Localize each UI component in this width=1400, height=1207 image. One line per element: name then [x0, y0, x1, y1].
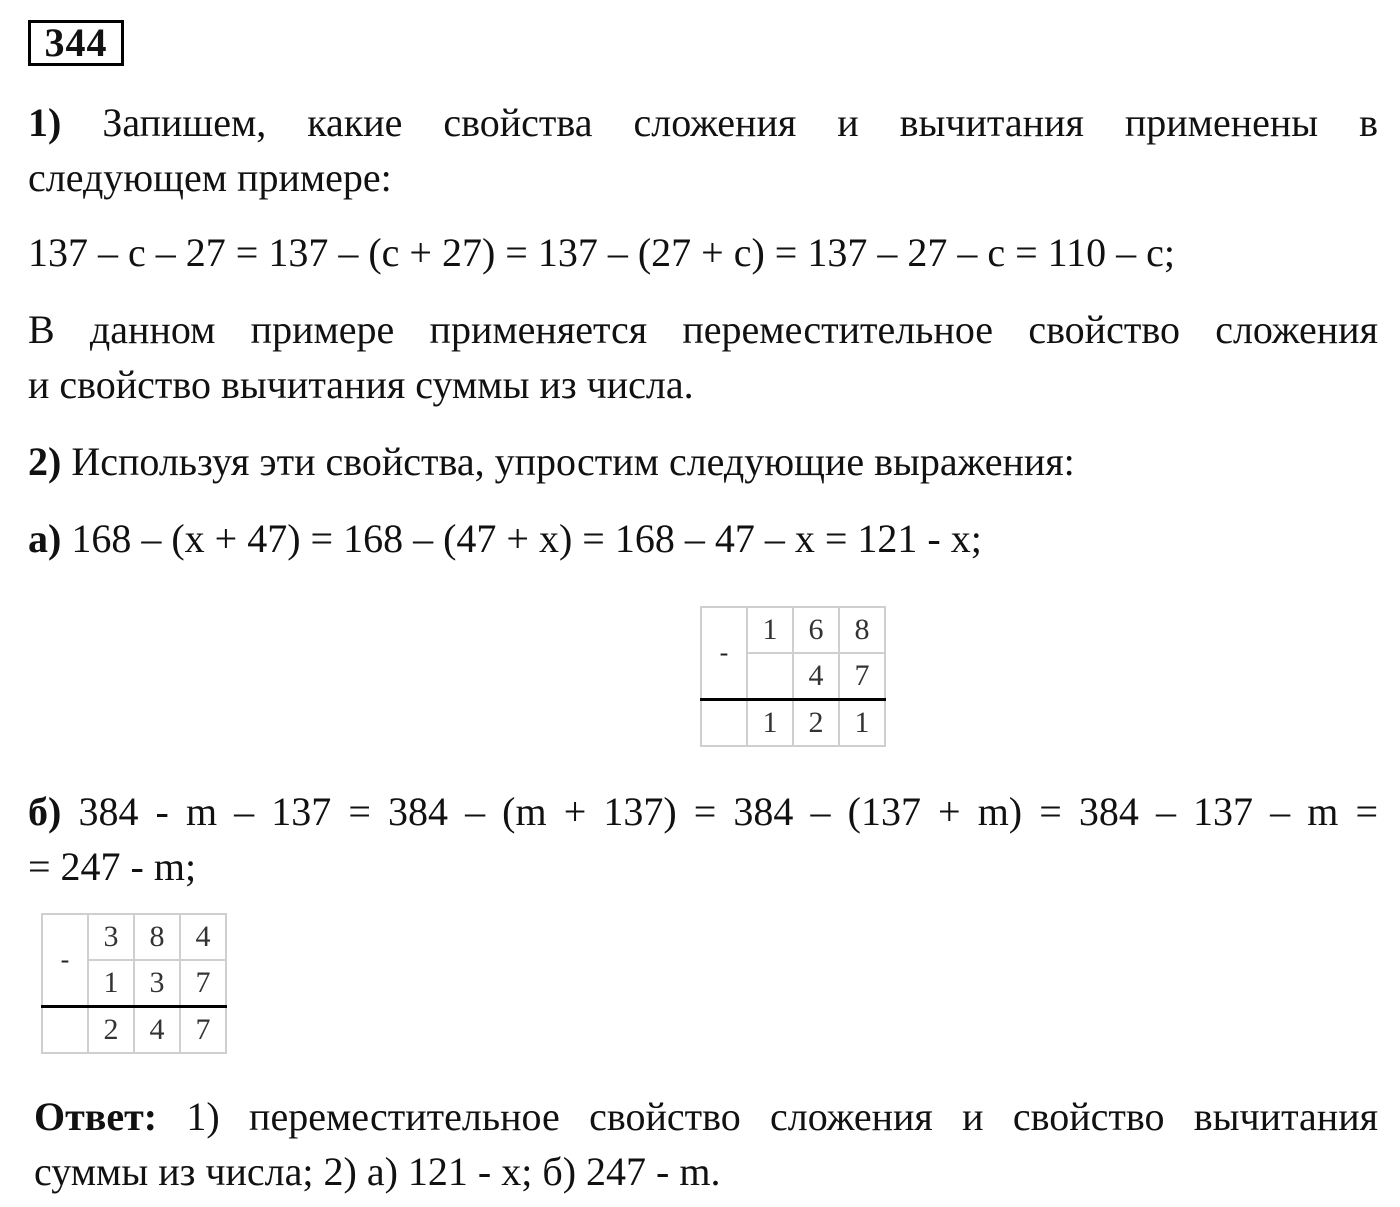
- answer-label: Ответ:: [34, 1094, 158, 1139]
- column-b-result-digit: 7: [180, 1007, 226, 1054]
- part1-line2: следующем примере:: [28, 155, 392, 200]
- part2a-equation-line: [28, 512, 982, 566]
- problem-number: 344: [28, 20, 124, 66]
- column-a-digit: 1: [747, 607, 793, 653]
- column-a-digit: [747, 653, 793, 700]
- column-a-sign: -: [701, 607, 747, 700]
- column-subtraction-b: [41, 913, 227, 1054]
- column-b-result-digit: 2: [88, 1007, 134, 1054]
- part1-equation: 137 – с – 27 = 137 – (с + 27) = 137 – (27 + с) = 137 – 27 – с = 110 – с;: [28, 230, 1176, 275]
- part2b-equation-line1: [28, 785, 1378, 839]
- part1-explanation-line2: и свойство вычитания суммы из числа.: [28, 362, 694, 407]
- part2-text: Используя эти свойства, упростим следующие выражения:: [71, 439, 1075, 484]
- part2-label: 2): [28, 439, 62, 484]
- answer-text: 1) переместительное свойство сложения и свойство вычитания: [186, 1094, 1379, 1139]
- answer-line2: суммы из числа; 2) а) 121 - x; б) 247 - m.: [34, 1149, 721, 1194]
- column-b-digit: 1: [88, 960, 134, 1007]
- column-b-empty: [42, 1007, 88, 1054]
- part1-explanation-line1: В данном примере применяется переместительное свойство сложения: [28, 307, 1378, 352]
- part2-intro: [28, 435, 1075, 489]
- column-a-digit: 8: [839, 607, 885, 653]
- column-b-digit: 3: [134, 960, 180, 1007]
- column-subtraction-a: [700, 606, 886, 747]
- column-b-digit: 3: [88, 914, 134, 960]
- column-b-sign: -: [42, 914, 88, 1007]
- column-b-digit: 8: [134, 914, 180, 960]
- part2b-equation: 384 - m – 137 = 384 – (m + 137) = 384 – (137 + m) = 384 – 137 – m =: [78, 789, 1379, 834]
- column-b-digit: 4: [180, 914, 226, 960]
- column-a-digit: 6: [793, 607, 839, 653]
- part2a-label: а): [28, 516, 62, 561]
- column-a-empty: [701, 700, 747, 747]
- part2b-label: б): [28, 789, 62, 834]
- column-a-result-digit: 2: [793, 700, 839, 747]
- column-b-digit: 7: [180, 960, 226, 1007]
- part1-text: Запишем, какие свойства сложения и вычитания применены в: [102, 100, 1379, 145]
- column-b-result-digit: 4: [134, 1007, 180, 1054]
- column-a-digit: 4: [793, 653, 839, 700]
- answer-line1: [34, 1090, 1378, 1144]
- part1-line1: [28, 96, 1378, 150]
- part2a-equation: 168 – (x + 47) = 168 – (47 + x) = 168 – 47 – x = 121 - x;: [71, 516, 982, 561]
- column-a-result-digit: 1: [839, 700, 885, 747]
- part2b-equation-line2: = 247 - m;: [28, 844, 197, 889]
- part1-label: 1): [28, 100, 62, 145]
- column-a-digit: 7: [839, 653, 885, 700]
- column-a-result-digit: 1: [747, 700, 793, 747]
